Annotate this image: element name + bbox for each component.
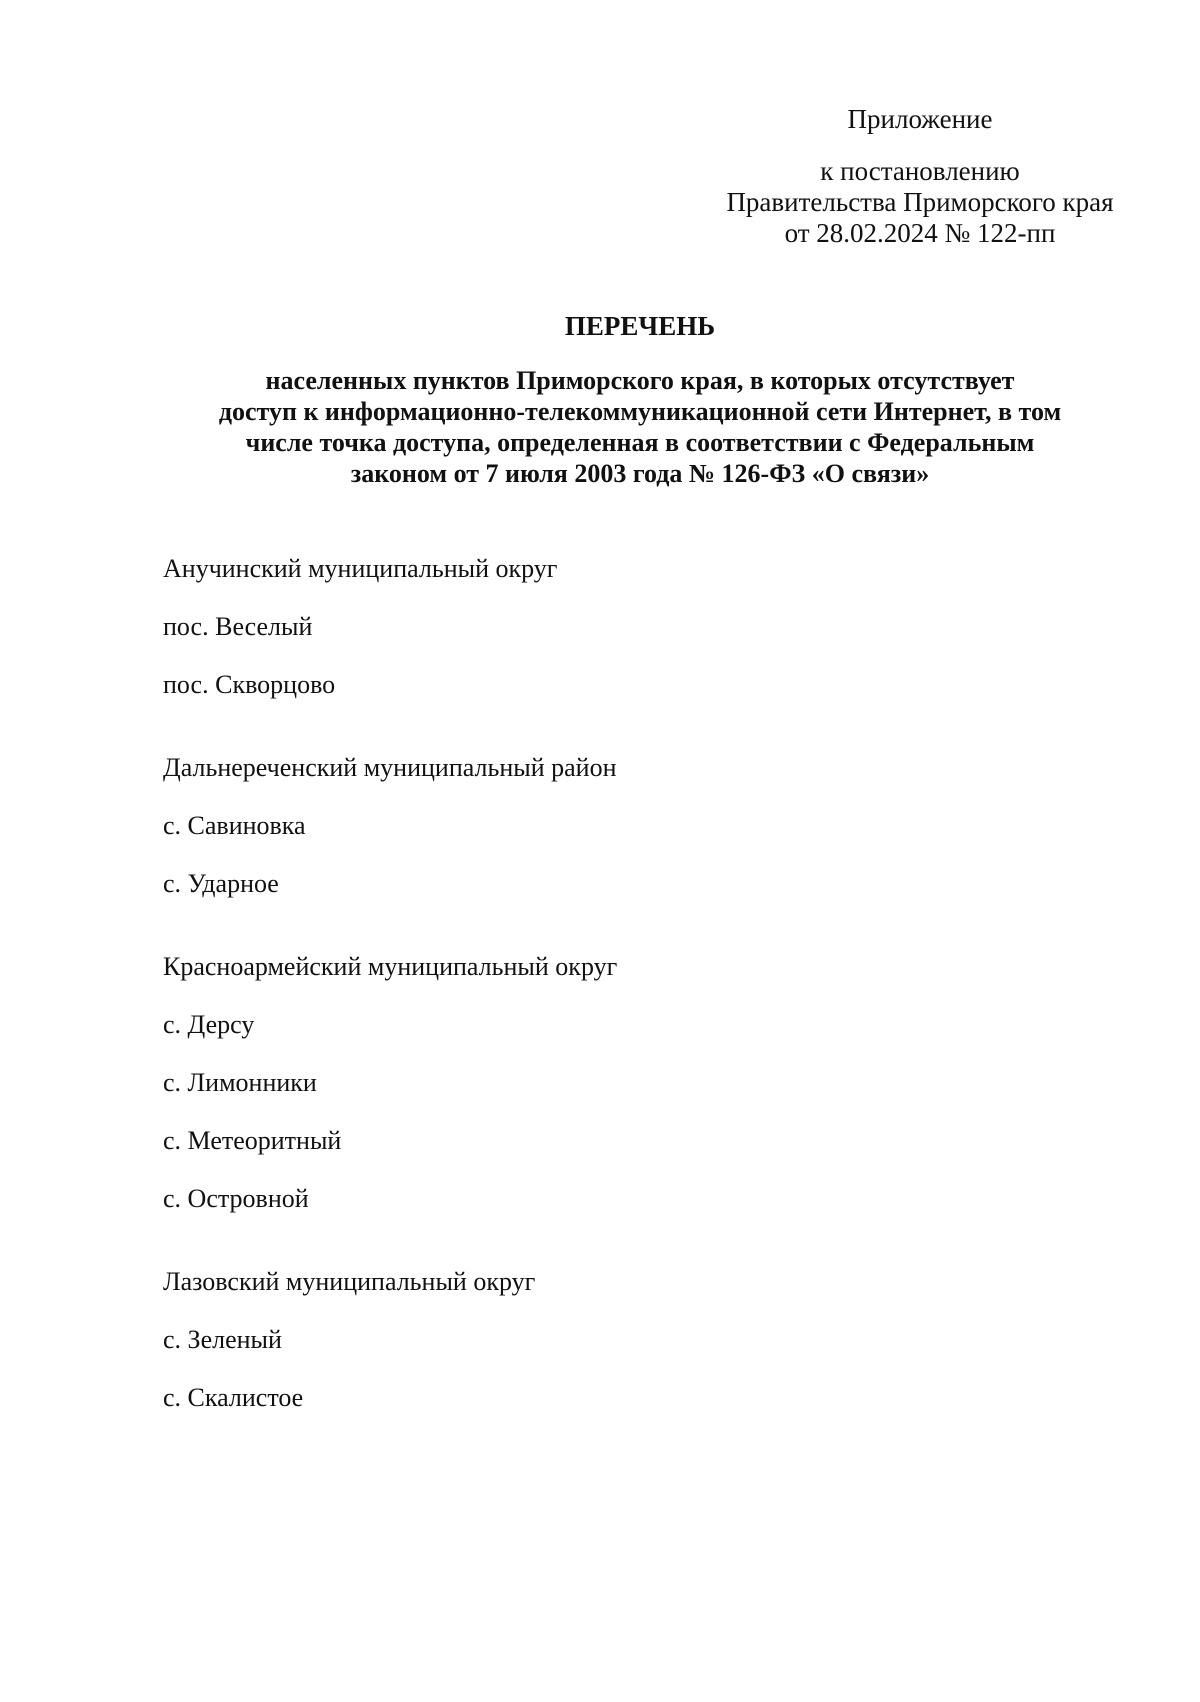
district-block [163,553,1063,700]
district-block [163,752,1063,899]
district-block [163,951,1063,1214]
document-subtitle [160,365,1120,489]
district-name: Красноармейский муниципальный округ [163,952,618,981]
document-title: ПЕРЕЧЕНЬ [564,311,716,341]
appendix-line-government: Правительства Приморского края [726,187,1114,217]
document-subtitle-line: числе точка доступа, определенная в соответствии с Федеральным [245,428,1035,457]
document-subtitle-line: доступ к информационно-телекоммуникационной сети Интернет, в том [218,397,1062,426]
district-name: Анучинский муниципальный округ [163,554,558,583]
district-block [163,1266,1063,1413]
appendix-reference [690,156,1150,249]
settlement-item: с. Дерсу [163,1010,255,1039]
settlement-item: с. Островной [163,1184,309,1213]
settlement-item: с. Савиновка [163,811,306,840]
appendix-title [690,104,1150,135]
settlement-item: с. Ударное [163,869,279,898]
district-name: Дальнереченский муниципальный район [163,753,617,782]
settlement-item: с. Зеленый [163,1325,282,1354]
document-subtitle-line: населенных пунктов Приморского края, в которых отсутствует [265,366,1015,395]
district-name: Лазовский муниципальный округ [163,1267,536,1296]
settlement-item: с. Скалистое [163,1383,304,1412]
settlement-item: пос. Веселый [163,612,313,641]
settlement-item: с. Метеоритный [163,1126,342,1155]
settlement-item: с. Лимонники [163,1068,317,1097]
appendix-line-date-number: от 28.02.2024 № 122-пп [784,218,1056,248]
appendix-title-text: Приложение [847,104,993,134]
document-subtitle-line: законом от 7 июля 2003 года № 126-ФЗ «О связи» [350,459,930,488]
settlement-item: пос. Скворцово [163,670,336,699]
districts-list [163,553,1063,1465]
appendix-line-resolution: к постановлению [820,156,1020,186]
